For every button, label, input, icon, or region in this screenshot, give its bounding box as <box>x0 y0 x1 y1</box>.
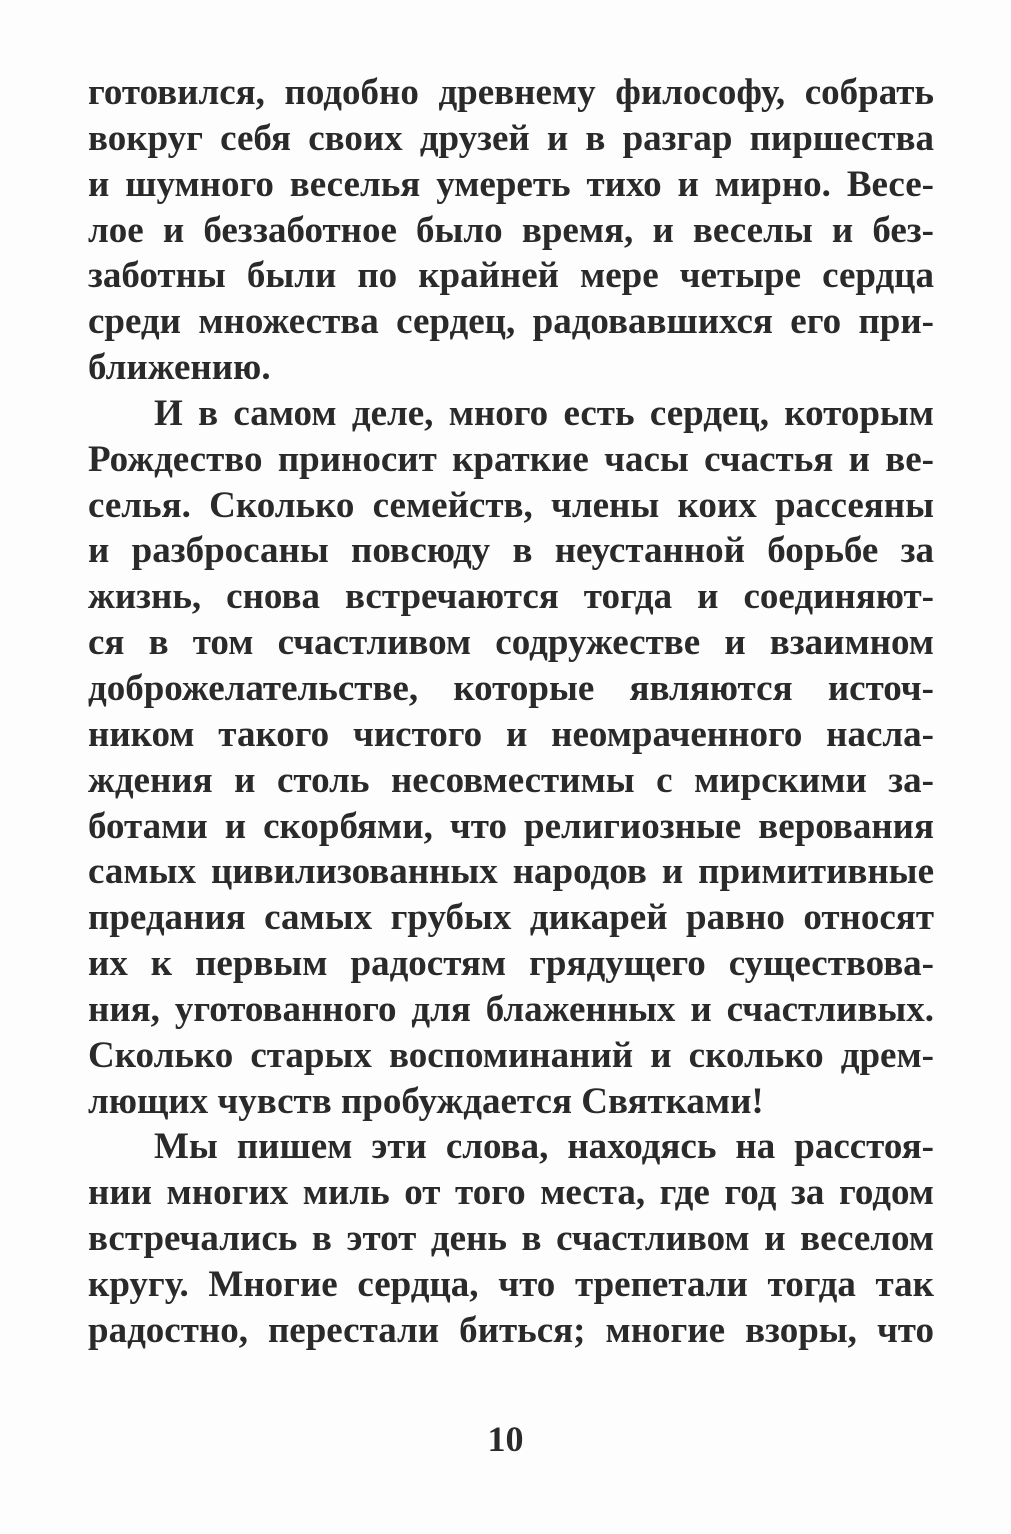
text-line: их к первым радостям грядущего существова- <box>88 943 934 985</box>
text-line: ближению. <box>88 347 271 389</box>
text-line: радостно, перестали биться; многие взоры, что <box>88 1309 934 1351</box>
paragraph-first-line: Мы пишем эти слова, находясь на расстоя- <box>154 1126 934 1168</box>
text-line: ся в том счастливом содружестве и взаимном <box>88 622 934 664</box>
text-line: селья. Сколько семейств, члены коих рассеяны <box>88 484 934 526</box>
text-line: нии многих миль от того места, где год за годом <box>88 1172 934 1214</box>
text-line: вокруг себя своих друзей и в разгар пиршества <box>88 117 934 159</box>
text-line: лое и беззаботное было время, и веселы и без- <box>88 209 934 251</box>
text-line: ботами и скорбями, что религиозные верования <box>88 805 934 847</box>
text-line: и разбросаны повсюду в неустанной борьбе за <box>88 530 934 572</box>
text-line: ждения и столь несовместимы с мирскими за- <box>88 759 934 801</box>
text-line: среди множества сердец, радовавшихся его при- <box>88 301 934 343</box>
text-line: самых цивилизованных народов и примитивные <box>88 851 934 893</box>
page-number: 10 <box>487 1419 524 1459</box>
text-line: Сколько старых воспоминаний и сколько дрем- <box>88 1034 934 1076</box>
text-line: жизнь, снова встречаются тогда и соединяют- <box>88 576 934 618</box>
text-line: предания самых грубых дикарей равно относят <box>88 897 934 939</box>
text-line: ния, уготованного для блаженных и счастливых. <box>88 988 934 1030</box>
text-line: и шумного веселья умереть тихо и мирно. Весе- <box>88 163 934 205</box>
paragraph-first-line: И в самом деле, много есть сердец, которым <box>154 392 934 434</box>
text-line: готовился, подобно древнему философу, собрать <box>88 72 934 113</box>
body-text <box>88 70 934 1354</box>
text-line: доброжелательстве, которые являются источ- <box>88 667 934 709</box>
text-line: встречались в этот день в счастливом и веселом <box>88 1218 934 1260</box>
text-line: ником такого чистого и неомраченного насла- <box>88 713 934 755</box>
text-line: Рождество приносит краткие часы счастья и ве- <box>88 438 934 480</box>
text-line: заботны были по крайней мере четыре сердца <box>88 255 934 297</box>
text-line: кругу. Многие сердца, что трепетали тогда так <box>88 1263 934 1305</box>
text-line: лющих чувств пробуждается Святками! <box>88 1080 764 1122</box>
